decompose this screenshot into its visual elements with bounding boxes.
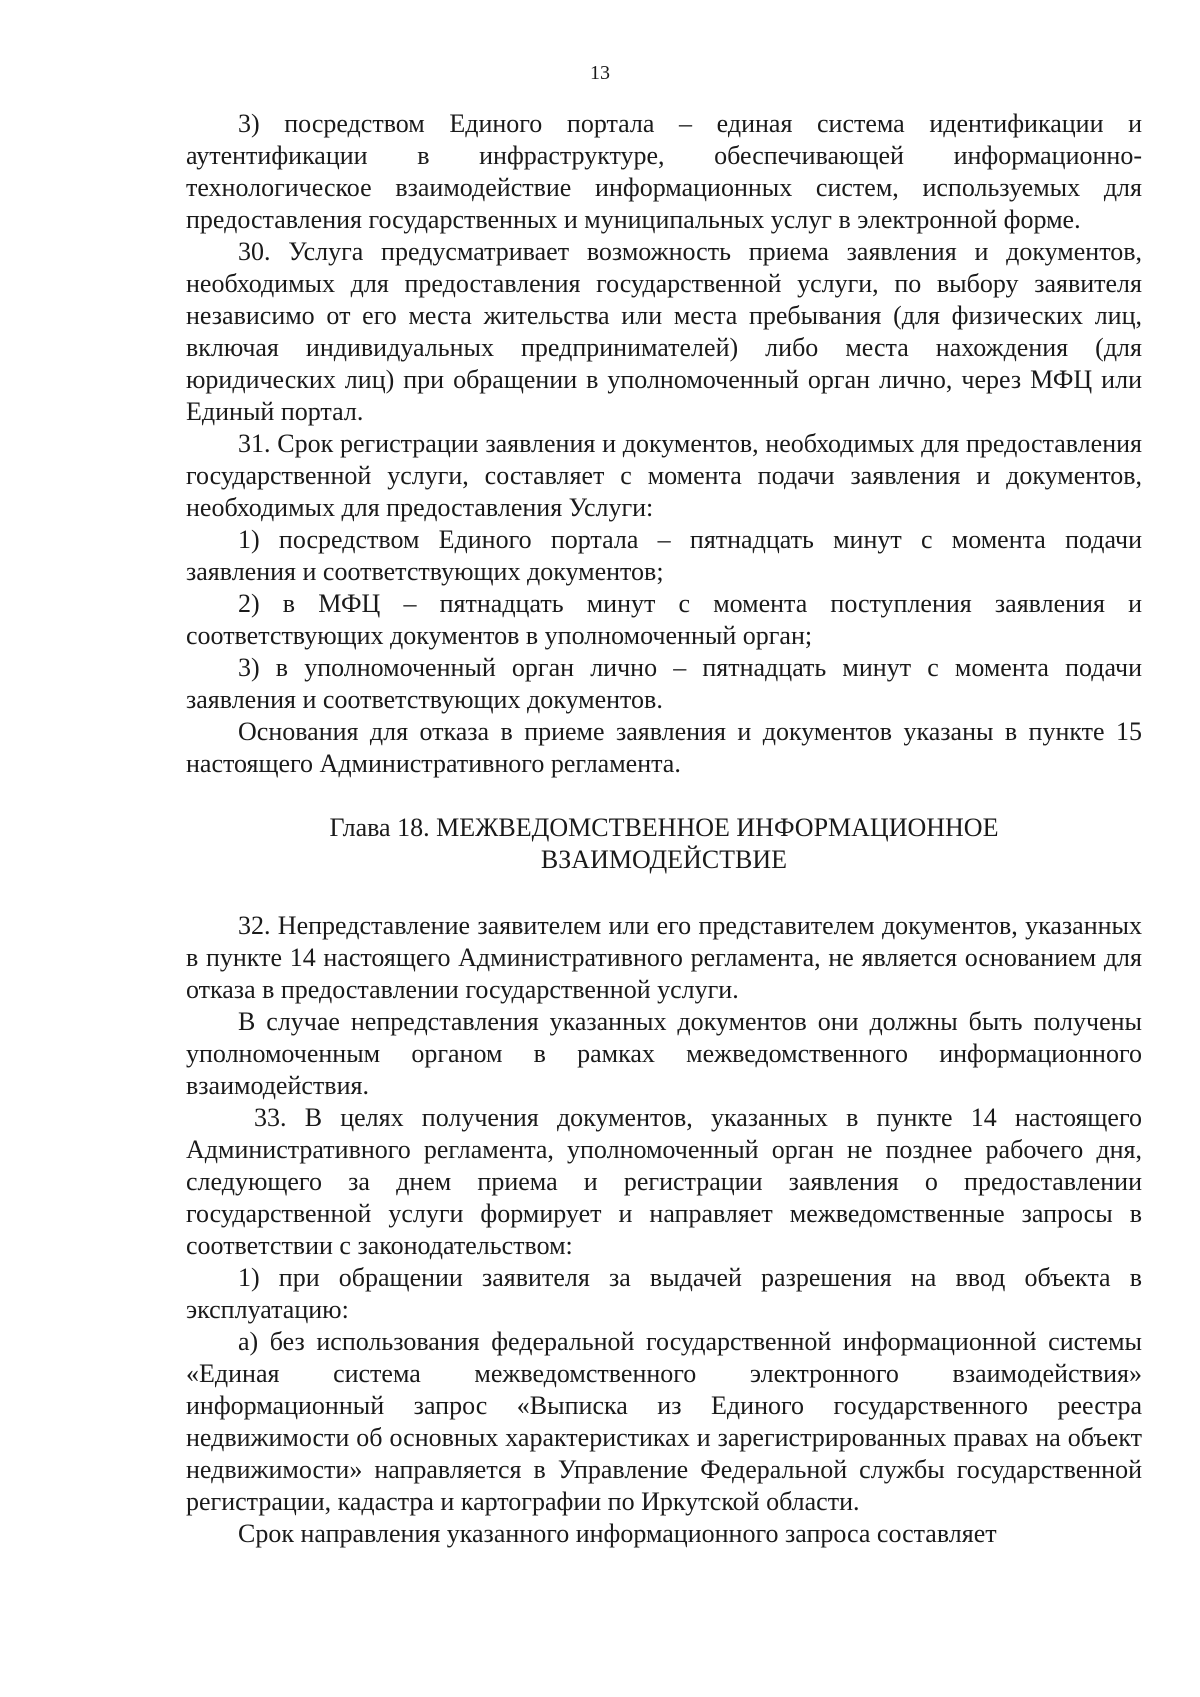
chapter-heading-line: Глава 18. МЕЖВЕДОМСТВЕННОЕ ИНФОРМАЦИОННОЕ <box>329 813 999 842</box>
paragraph: 1) посредством Единого портала – пятнадцать минут с момента подачи заявления и соответствующих документов; <box>186 525 1142 586</box>
page-number: 13 <box>590 62 610 84</box>
paragraph: 3) в уполномоченный орган лично – пятнадцать минут с момента подачи заявления и соответствующих документов. <box>186 653 1142 714</box>
paragraph: 32. Непредставление заявителем или его представителем документов, указанных в пункте 14 настоящего Административного регламента, не является основанием для отказа в предоставлении государственной услуги. <box>186 911 1142 1004</box>
paragraph: 1) при обращении заявителя за выдачей разрешения на ввод объекта в эксплуатацию: <box>186 1263 1142 1324</box>
document-body <box>186 108 1142 1550</box>
paragraph: 2) в МФЦ – пятнадцать минут с момента поступления заявления и соответствующих документов в уполномоченный орган; <box>186 589 1142 650</box>
chapter-heading-line: ВЗАИМОДЕЙСТВИЕ <box>540 845 788 874</box>
paragraph: 30. Услуга предусматривает возможность приема заявления и документов, необходимых для предоставления государственной услуги, по выбору заявителя независимо от его места жительства или места пребывания (для физических лиц, включая индивидуальных предпринимателей) либо места нахождения (для юридических лиц) при обращении в уполномоченный орган лично, через МФЦ или Единый портал. <box>186 237 1142 426</box>
paragraph: 3) посредством Единого портала – единая система идентификации и аутентификации в инфраструктуре, обеспечивающей информационно-технологическое взаимодействие информационных систем, используемых для предоставления государственных и муниципальных услуг в электронной форме. <box>186 109 1142 234</box>
paragraph: В случае непредставления указанных документов они должны быть получены уполномоченным органом в рамках межведомственного информационного взаимодействия. <box>186 1007 1142 1100</box>
chapter-heading <box>186 812 1142 876</box>
paragraph: а) без использования федеральной государственной информационной системы «Единая система межведомственного электронного взаимодействия» информационный запрос «Выписка из Единого государственного реестра недвижимости об основных характеристиках и зарегистрированных правах на объект недвижимости» направляется в Управление Федеральной службы государственной регистрации, кадастра и картографии по Иркутской области. <box>186 1327 1142 1516</box>
paragraph: 31. Срок регистрации заявления и документов, необходимых для предоставления государственной услуги, составляет с момента подачи заявления и документов, необходимых для предоставления Услуги: <box>186 429 1142 522</box>
paragraph: Срок направления указанного информационного запроса составляет <box>238 1519 997 1548</box>
paragraph: 33. В целях получения документов, указанных в пункте 14 настоящего Административного регламента, уполномоченный орган не позднее рабочего дня, следующего за днем приема и регистрации заявления о предоставлении государственной услуги формирует и направляет межведомственные запросы в соответствии с законодательством: <box>186 1103 1142 1260</box>
paragraph: Основания для отказа в приеме заявления и документов указаны в пункте 15 настоящего Административного регламента. <box>186 717 1142 778</box>
